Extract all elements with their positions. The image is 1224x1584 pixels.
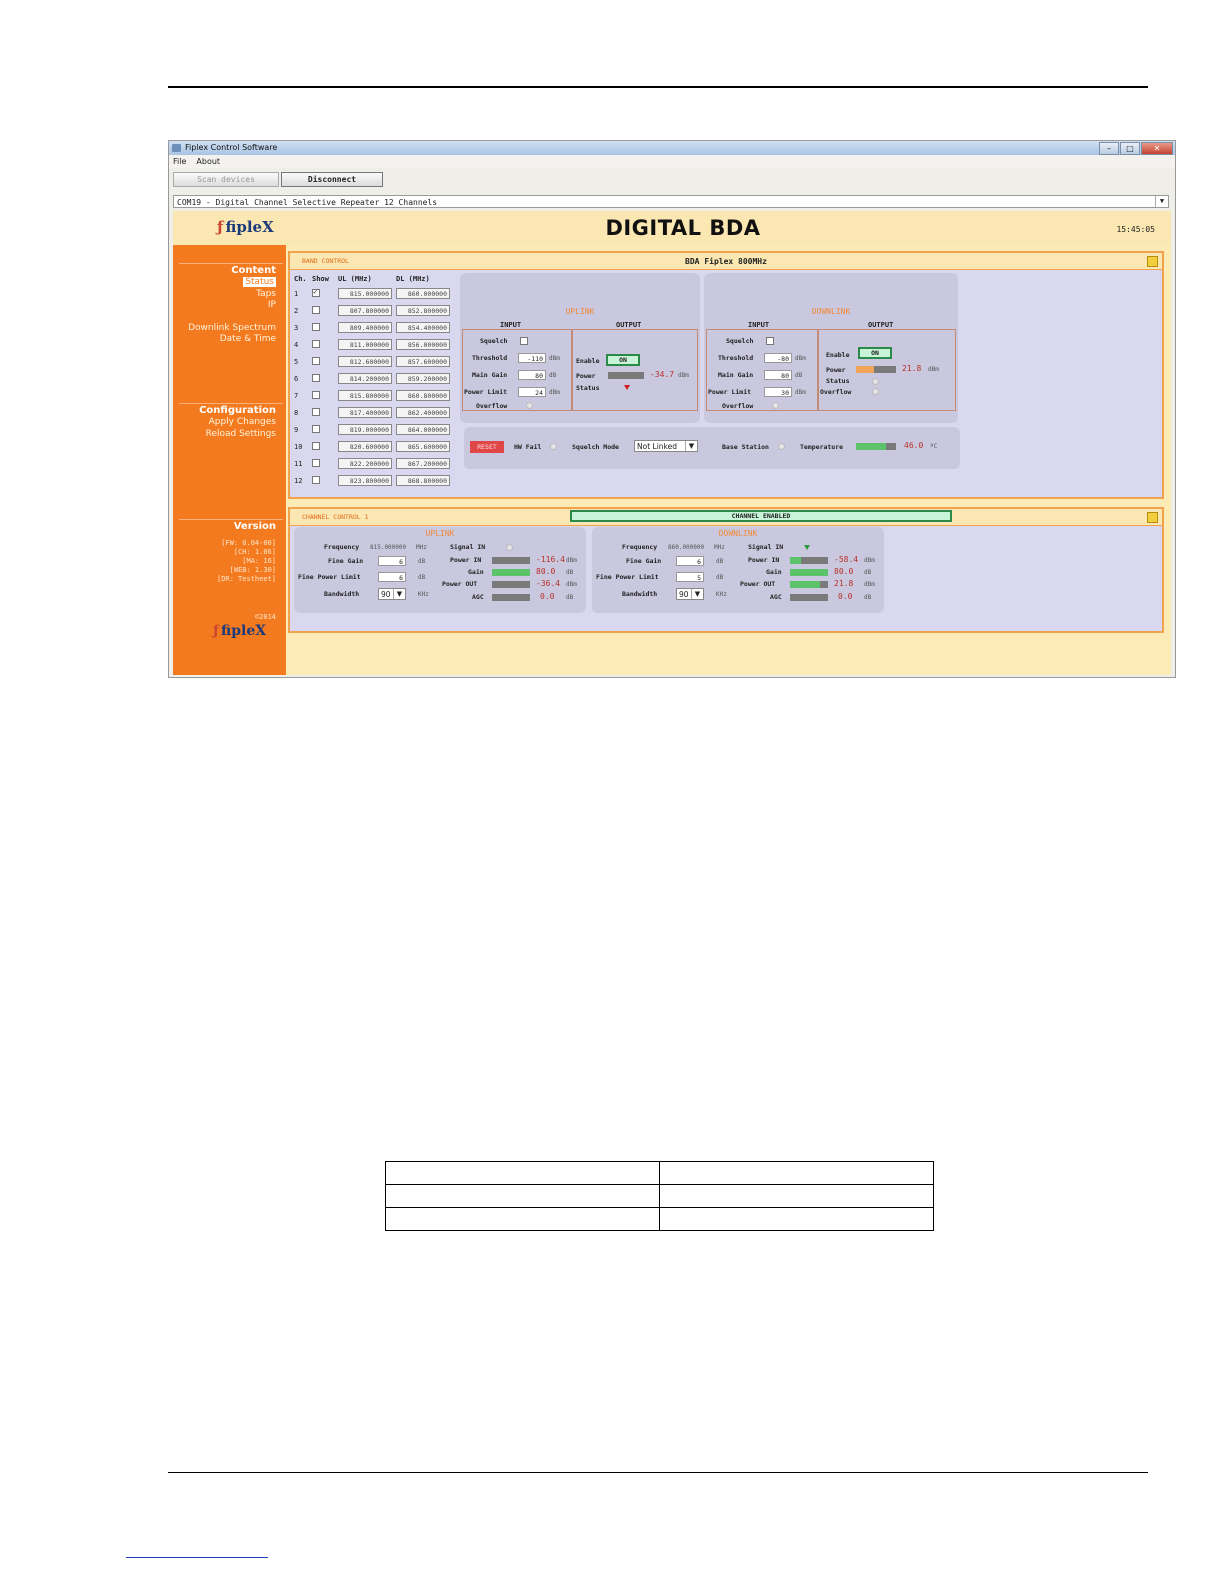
downlink-output-overflow-label: Overflow (820, 388, 852, 396)
channel-grid (294, 273, 456, 489)
uplink-gain-label: Gain (468, 568, 484, 576)
uplink-overflow-led (526, 402, 533, 409)
channel-dl-field[interactable]: 865.600000 (396, 441, 450, 452)
hw-fail-led (550, 443, 557, 450)
uplink-output-header: OUTPUT (616, 321, 642, 329)
channel-number: 4 (294, 340, 299, 349)
downlink-status-label: Status (826, 377, 850, 385)
uplink-power-in-label: Power IN (450, 556, 482, 564)
version-web: [WEB: 1.30] (229, 566, 276, 574)
squelch-mode-value: Not Linked (637, 442, 677, 451)
uplink-enable-label: Enable (576, 357, 600, 365)
channel-ul-field[interactable]: 820.600000 (338, 441, 392, 452)
downlink-power-limit-label: Power Limit (708, 388, 752, 396)
downlink-agc-value: 0.0 (838, 592, 853, 601)
channel-number: 6 (294, 374, 299, 383)
uplink-overflow-label: Overflow (476, 402, 508, 410)
channel-number: 12 (294, 476, 303, 485)
menu-about[interactable]: About (196, 157, 221, 166)
uplink-input-header: INPUT (500, 321, 522, 329)
channel-dl-field[interactable]: 862.400000 (396, 407, 450, 418)
page-title: DIGITAL BDA (605, 216, 761, 240)
channel-number: 5 (294, 357, 299, 366)
channel-show-checkbox[interactable] (312, 425, 320, 433)
downlink-bandwidth-label: Bandwidth (622, 590, 658, 598)
downlink-power-limit-input[interactable]: 30 (764, 387, 792, 397)
uplink-signal-in-label: Signal IN (450, 543, 486, 551)
channel-number: 1 (294, 289, 299, 298)
downlink-overflow-led (772, 402, 779, 409)
sidebar-item-status[interactable]: Status (245, 277, 274, 287)
downlink-power-in-value: -58.4 (834, 555, 859, 564)
header-rule (168, 86, 1148, 88)
downlink-threshold-label: Threshold (718, 354, 754, 362)
uplink-threshold-label: Threshold (472, 354, 508, 362)
table-row (386, 1185, 934, 1208)
channel-number: 10 (294, 442, 303, 451)
menu-bar (169, 155, 1175, 168)
downlink-power-bar-fill (856, 366, 874, 373)
downlink-fine-gain-input[interactable]: 6 (676, 556, 704, 566)
channel-number: 3 (294, 323, 299, 332)
channel-number: 11 (294, 459, 303, 468)
chevron-down-icon[interactable]: ▼ (1155, 196, 1168, 207)
channel-row (294, 370, 456, 387)
downlink-frequency-value: 860.000000 (668, 544, 705, 551)
downlink-squelch-label: Squelch (726, 337, 754, 345)
channel-uplink-panel: UPLINK Frequency 815.000000 MHz Fine Gain 6 dB Fine Power Limit 6 dB Bandwidth 90 ▼ KHz Signal IN Power IN -116.4 dBm Gain 80.0 dB Power OUT -36.4 dBm AGC 0.0 dB (294, 527, 586, 613)
sidebar (173, 245, 286, 675)
downlink-power-label: Power (826, 366, 846, 374)
downlink-main-gain-label: Main Gain (718, 371, 754, 379)
uplink-enable-toggle[interactable]: ON (606, 354, 640, 366)
uplink-panel: UPLINK INPUT OUTPUT Squelch Threshold -110 dBm Main Gain 80 dB Power Limit 24 dBm Overflow Enable ON Power -34.7 dBm Status (460, 273, 700, 423)
app-icon (172, 144, 181, 152)
uplink-signal-in-led (506, 544, 513, 551)
downlink-title: DOWNLINK (811, 307, 851, 316)
channel-row (294, 387, 456, 404)
logo-swirl-icon: ƒ (217, 218, 224, 236)
downlink-panel: DOWNLINK INPUT OUTPUT Squelch Threshold -80 dBm Main Gain 80 dB Power Limit 30 dBm Overflow Enable ON Power 21.8 dBm Status Overflow (704, 273, 958, 423)
chevron-down-icon[interactable]: ▼ (393, 589, 405, 599)
downlink-gain-bar (790, 569, 828, 576)
channel-row (294, 336, 456, 353)
downlink-threshold-input[interactable]: -80 (764, 353, 792, 363)
uplink-threshold-input[interactable]: -110 (518, 353, 546, 363)
channel-row (294, 438, 456, 455)
channel-dl-field[interactable]: 867.200000 (396, 458, 450, 469)
channel-ul-field[interactable]: 807.800000 (338, 305, 392, 316)
sidebar-item-taps[interactable]: Taps (256, 289, 276, 299)
downlink-power-out-value: 21.8 (834, 579, 854, 588)
temperature-value: 46.0 (904, 441, 924, 450)
channel-dl-field[interactable]: 868.800000 (396, 475, 450, 486)
downlink-main-gain-input[interactable]: 80 (764, 370, 792, 380)
clock: 15:45:05 (1116, 225, 1155, 234)
document-table (385, 1161, 934, 1231)
uplink-gain-bar (492, 569, 530, 576)
squelch-mode-select[interactable] (634, 440, 698, 452)
downlink-input-header: INPUT (748, 321, 770, 329)
sidebar-item-ip[interactable]: IP (267, 300, 276, 310)
uplink-agc-value: 0.0 (540, 592, 555, 601)
scan-devices-button[interactable]: Scan devices (173, 172, 279, 187)
downlink-bandwidth-select[interactable]: 90 ▼ (676, 588, 704, 600)
hw-fail-label: HW Fail (514, 443, 542, 451)
channel-show-checkbox[interactable] (312, 357, 320, 365)
downlink-overflow-label: Overflow (722, 402, 754, 410)
channel-control-panel (288, 507, 1164, 633)
channel-show-checkbox[interactable] (312, 476, 320, 484)
channel-ul-field[interactable]: 819.000000 (338, 424, 392, 435)
chevron-down-icon[interactable]: ▼ (691, 589, 703, 599)
channel-number: 2 (294, 306, 299, 315)
downlink-fine-gain-label: Fine Gain (626, 557, 662, 565)
uplink-power-value: -34.7 (650, 370, 675, 379)
channel-control-label: CHANNEL CONTROL 1 (302, 513, 369, 521)
uplink-main-gain-label: Main Gain (472, 371, 508, 379)
channel-show-checkbox[interactable] (312, 323, 320, 331)
sidebar-fiplex-logo: ƒ fipleX (213, 623, 267, 639)
downlink-enable-toggle[interactable]: ON (858, 347, 892, 359)
downlink-power-value: 21.8 (902, 364, 922, 373)
copyright-year: ©2014 (254, 613, 276, 621)
device-select[interactable] (173, 195, 1169, 208)
uplink-main-gain-input[interactable]: 80 (518, 370, 546, 380)
uplink-fine-gain-label: Fine Gain (328, 557, 364, 565)
uplink-power-limit-input[interactable]: 24 (518, 387, 546, 397)
channel-row (294, 404, 456, 421)
downlink-power-in-label: Power IN (748, 556, 780, 564)
uplink-squelch-label: Squelch (480, 337, 508, 345)
band-control-panel (288, 251, 1164, 499)
downlink-gain-bar-fill (790, 569, 828, 576)
device-select-value: COM19 - Digital Channel Selective Repeater 12 Channels (177, 198, 438, 207)
base-station-label: Base Station (722, 443, 769, 451)
downlink-power-in-bar (790, 557, 828, 564)
uplink-status-label: Status (576, 384, 600, 392)
uplink-power-limit-label: Power Limit (464, 388, 508, 396)
channel-dl-field[interactable]: 856.000000 (396, 339, 450, 350)
downlink-gain-value: 80.0 (834, 567, 854, 576)
footer-rule (168, 1472, 1148, 1473)
version-ch: [CH: 1.06] (233, 548, 276, 556)
downlink-power-out-bar (790, 581, 828, 588)
downlink-power-out-bar-fill (790, 581, 820, 588)
uplink-power-bar (608, 372, 644, 379)
table-row (386, 1162, 934, 1185)
downlink-power-out-label: Power OUT (740, 580, 776, 588)
channel-show-checkbox[interactable] (312, 340, 320, 348)
downlink-signal-in-indicator (804, 545, 810, 550)
web-app (173, 211, 1171, 675)
menu-file[interactable]: File (173, 157, 187, 166)
band-status-bar: RESET HW Fail Squelch Mode Not Linked ▼ Base Station Temperature 46.0 ºC (464, 427, 960, 469)
channel-ul-field[interactable]: 823.800000 (338, 475, 392, 486)
channel-show-checkbox[interactable] (312, 459, 320, 467)
uplink-agc-bar (492, 594, 530, 601)
close-button[interactable]: ✕ (1141, 142, 1173, 155)
uplink-power-out-value: -36.4 (536, 579, 561, 588)
channel-show-checkbox[interactable] (312, 306, 320, 314)
toolbar (169, 168, 1175, 188)
uplink-fine-power-input[interactable]: 6 (378, 572, 406, 582)
temperature-bar-fill (856, 443, 886, 450)
channel-show-checkbox[interactable] (312, 442, 320, 450)
uplink-power-label: Power (576, 372, 596, 380)
channel-row (294, 455, 456, 472)
window-title: Fiplex Control Software (185, 143, 278, 152)
downlink-power-bar (856, 366, 896, 373)
channel-show-checkbox[interactable] (312, 374, 320, 382)
uplink-fine-power-limit-label: Fine Power Limit (298, 573, 361, 581)
minimize-button[interactable]: – (1099, 142, 1119, 155)
disconnect-button[interactable]: Disconnect (281, 172, 383, 187)
channel-ul-field[interactable]: 811.000000 (338, 339, 392, 350)
uplink-bandwidth-label: Bandwidth (324, 590, 360, 598)
uplink-bandwidth-select[interactable]: 90 ▼ (378, 588, 406, 600)
uplink-agc-label: AGC (472, 593, 484, 601)
downlink-fine-power-input[interactable]: 5 (676, 572, 704, 582)
channel-dl-field[interactable]: 859.200000 (396, 373, 450, 384)
channel-dl-field[interactable]: 864.000000 (396, 424, 450, 435)
reset-button[interactable]: RESET (470, 441, 504, 453)
channel-ul-field[interactable]: 809.400000 (338, 322, 392, 333)
downlink-agc-label: AGC (770, 593, 782, 601)
band-control-title: BDA Fiplex 800MHz (685, 257, 767, 266)
sidebar-item-apply-changes[interactable]: Apply Changes (208, 417, 276, 427)
channel-row (294, 353, 456, 370)
channel-enabled-toggle[interactable]: CHANNEL ENABLED (570, 510, 952, 522)
uplink-frequency-label: Frequency (324, 543, 360, 551)
downlink-output-header: OUTPUT (868, 321, 894, 329)
app-header (173, 211, 1171, 245)
downlink-status-led (872, 378, 879, 385)
title-bar (169, 141, 1175, 155)
downlink-signal-in-label: Signal IN (748, 543, 784, 551)
downlink-output-overflow-led (872, 388, 879, 395)
temperature-label: Temperature (800, 443, 844, 451)
lock-icon[interactable] (1147, 512, 1158, 523)
channel-ul-field[interactable]: 822.200000 (338, 458, 392, 469)
channel-row (294, 319, 456, 336)
downlink-power-in-bar-fill (790, 557, 801, 564)
version-ma: [MA: 16] (242, 557, 276, 565)
channel-dl-field[interactable]: 854.400000 (396, 322, 450, 333)
logo-swirl-icon: ƒ (213, 623, 220, 639)
col-show: Show (312, 275, 329, 283)
sidebar-item-downlink-spectrum[interactable]: Downlink Spectrum (188, 323, 276, 333)
channel-show-checkbox[interactable] (312, 391, 320, 399)
uplink-power-out-bar (492, 581, 530, 588)
channel-ul-field[interactable]: 815.000000 (338, 288, 392, 299)
channel-ul-field[interactable]: 812.600000 (338, 356, 392, 367)
channel-ul-field[interactable]: 817.400000 (338, 407, 392, 418)
band-control-label: BAND CONTROL (302, 257, 349, 265)
fiplex-logo: ƒ fipleX (217, 218, 274, 236)
squelch-mode-label: Squelch Mode (572, 443, 619, 451)
col-ch: Ch. (294, 275, 307, 283)
base-station-led (778, 443, 785, 450)
sidebar-item-reload-settings[interactable]: Reload Settings (205, 429, 276, 439)
version-dr: [DR: Testheet] (216, 575, 276, 583)
uplink-gain-bar-fill (492, 569, 530, 576)
uplink-title: UPLINK (565, 307, 595, 316)
sidebar-item-date-time[interactable]: Date & Time (219, 334, 276, 344)
channel-ul-field[interactable]: 814.200000 (338, 373, 392, 384)
temperature-bar (856, 443, 896, 450)
channel-row (294, 472, 456, 489)
channel-downlink-panel: DOWNLINK Frequency 860.000000 MHz Fine Gain 6 dB Fine Power Limit 5 dB Bandwidth 90 ▼ KHz Signal IN Power IN -58.4 dBm Gain 80.0 dB Power OUT 21.8 dBm AGC 0.0 dB (592, 527, 884, 613)
sidebar-header-version: Version (233, 521, 276, 532)
sidebar-header-content: Content (231, 265, 276, 276)
uplink-frequency-value: 815.000000 (370, 544, 407, 551)
uplink-power-out-label: Power OUT (442, 580, 478, 588)
channel-number: 8 (294, 408, 299, 417)
channel-dl-field[interactable]: 860.000000 (396, 288, 450, 299)
channel-ul-field[interactable]: 815.800000 (338, 390, 392, 401)
channel-dl-field[interactable]: 857.600000 (396, 356, 450, 367)
version-fw: [FW: 0.04-00] (221, 539, 276, 547)
uplink-squelch-checkbox[interactable] (520, 337, 528, 345)
uplink-power-in-bar (492, 557, 530, 564)
channel-row (294, 421, 456, 438)
col-dl: DL (MHz) (396, 275, 430, 283)
channel-number: 7 (294, 391, 299, 400)
channel-number: 9 (294, 425, 299, 434)
table-row (386, 1208, 934, 1231)
channel-show-checkbox[interactable] (312, 289, 320, 297)
channel-row (294, 285, 456, 302)
col-ul: UL (MHz) (338, 275, 372, 283)
maximize-button[interactable]: □ (1120, 142, 1140, 155)
footer-link-underline (126, 1557, 268, 1558)
lock-icon[interactable] (1147, 256, 1158, 267)
uplink-channel-title: UPLINK (425, 529, 455, 538)
downlink-squelch-checkbox[interactable] (766, 337, 774, 345)
uplink-status-indicator (624, 385, 630, 390)
downlink-gain-label: Gain (766, 568, 782, 576)
uplink-fine-gain-input[interactable]: 6 (378, 556, 406, 566)
app-window (168, 140, 1176, 678)
channel-show-checkbox[interactable] (312, 408, 320, 416)
uplink-power-in-value: -116.4 (536, 555, 565, 564)
channel-dl-field[interactable]: 860.800000 (396, 390, 450, 401)
downlink-fine-power-limit-label: Fine Power Limit (596, 573, 659, 581)
uplink-gain-value: 80.0 (536, 567, 556, 576)
downlink-agc-bar (790, 594, 828, 601)
channel-dl-field[interactable]: 852.800000 (396, 305, 450, 316)
sidebar-header-configuration: Configuration (199, 405, 276, 416)
channel-row (294, 302, 456, 319)
downlink-enable-label: Enable (826, 351, 850, 359)
downlink-frequency-label: Frequency (622, 543, 658, 551)
chevron-down-icon[interactable]: ▼ (685, 441, 697, 451)
downlink-channel-title: DOWNLINK (718, 529, 758, 538)
